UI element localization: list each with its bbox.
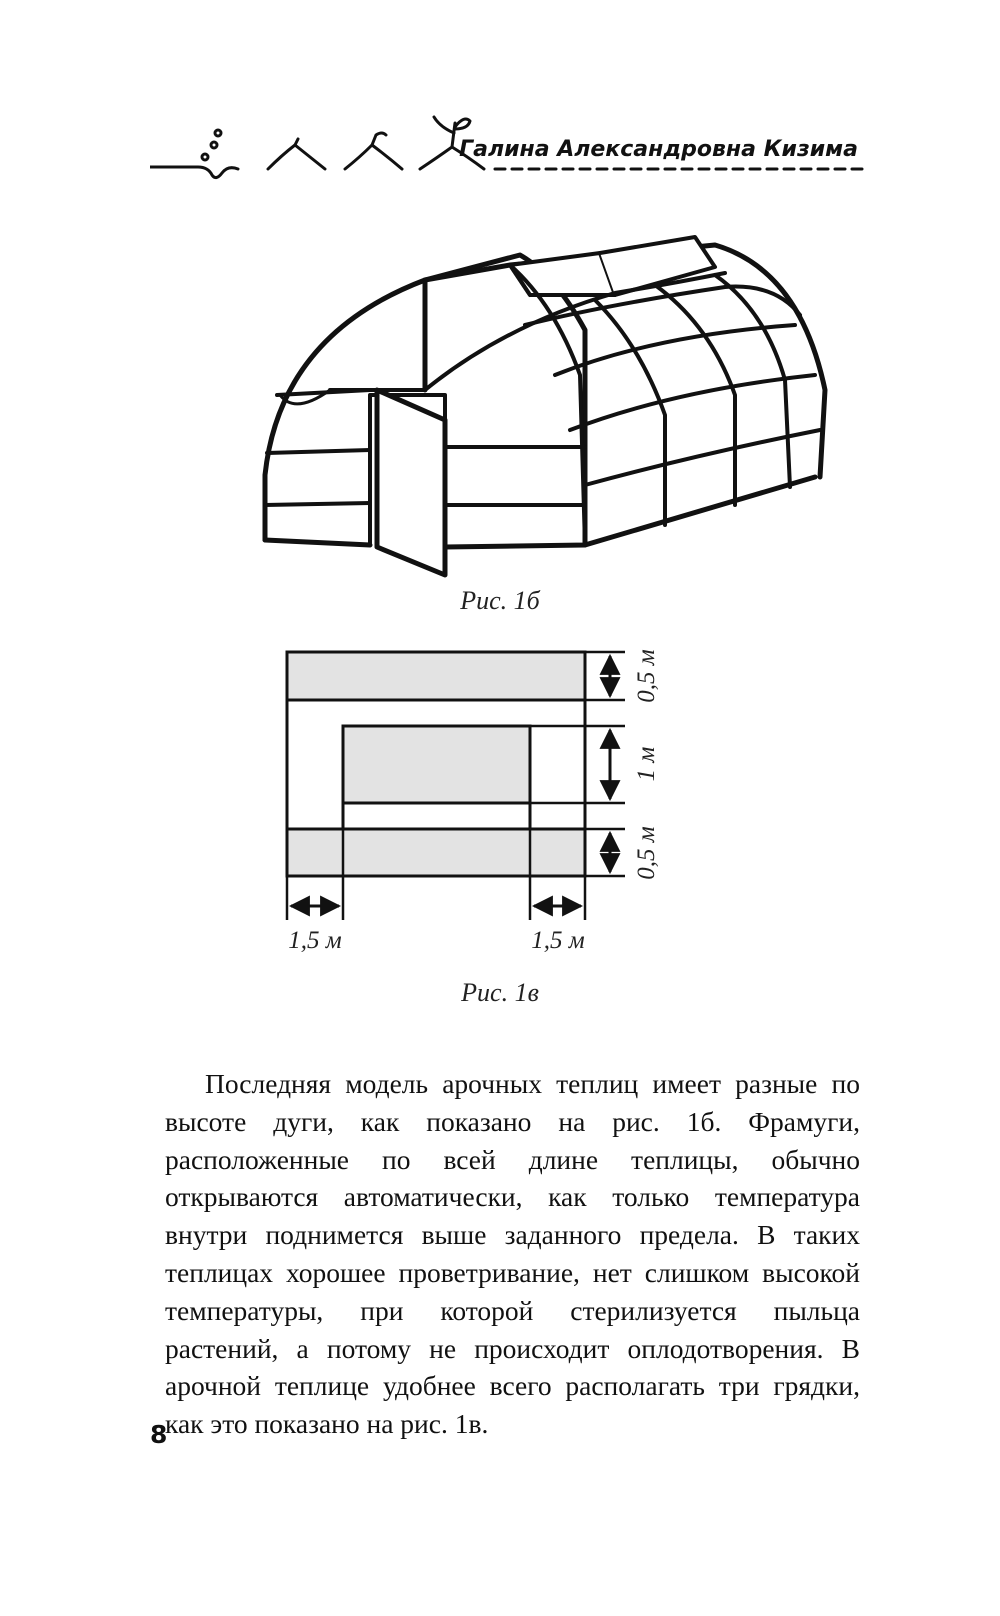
arched-greenhouse-icon (255, 215, 835, 585)
right-path-dimension: 1,5 м (531, 927, 585, 954)
top-bed (287, 652, 585, 700)
middle-bed-lower-strip (343, 803, 530, 829)
middle-bed (343, 726, 530, 803)
body-paragraph: Последняя модель арочных теплиц имеет разные по высоте дуги, как показано на рис. 1б. Фрамуги, расположенные по всей длине теплицы, обычно открываются автоматически, как только температура внутри поднимется выше заданного предела. В таких теплицах хорошее проветривание, нет слишком высокой температуры, при которой стерилизуется пыльца растений, а потому не происходит оплодотворения. В арочной теплице удобнее всего располагать три грядки, как это показано на рис. 1в. (165, 1068, 860, 1440)
body-text (165, 1065, 860, 1443)
figure-1v-caption: Рис. 1в (461, 978, 539, 1007)
left-path-dimension: 1,5 м (288, 927, 342, 954)
figure-1b-caption: Рис. 1б (460, 586, 540, 615)
bottom-bed-dimension: 0,5 м (633, 826, 660, 880)
running-header-author: Галина Александровна Кизима (459, 137, 858, 162)
bottom-bed (287, 829, 585, 876)
top-bed-dimension: 0,5 м (633, 649, 660, 703)
middle-bed-dimension: 1 м (633, 746, 660, 782)
page-number: 8 (150, 1420, 168, 1449)
bed-layout-diagram (270, 640, 690, 960)
